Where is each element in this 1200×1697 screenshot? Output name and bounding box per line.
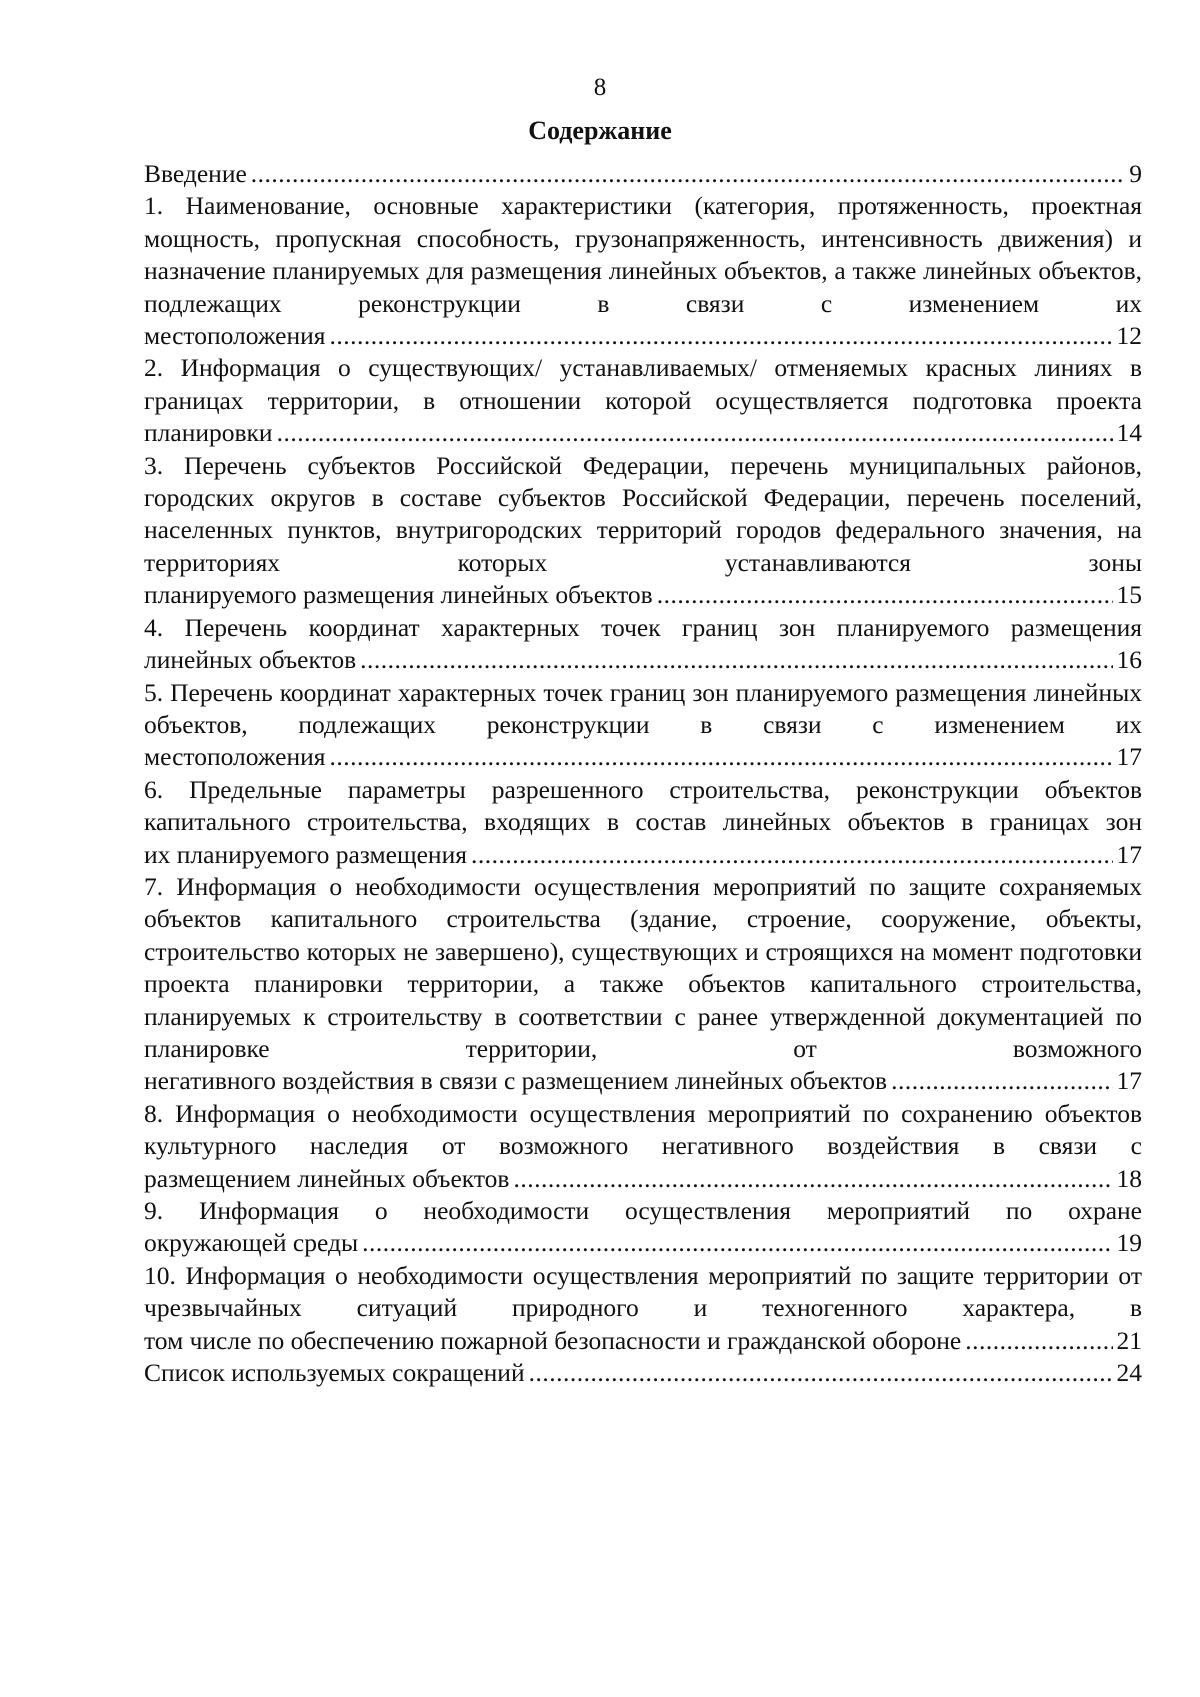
toc-entry-text-end: окружающей среды bbox=[144, 1228, 359, 1258]
toc-entry-text-end: местоположения bbox=[144, 742, 326, 772]
toc-entry-text: 4. Перечень координат характерных точек границ зон планируемого размещения bbox=[144, 612, 1142, 642]
toc-entry-4[interactable] bbox=[144, 612, 1142, 677]
toc-entry-text-end: местоположения bbox=[144, 321, 326, 351]
toc-entry-text-end: негативного воздействия в связи с размещением линейных объектов bbox=[144, 1066, 888, 1096]
toc-entry-3[interactable] bbox=[144, 450, 1142, 612]
toc-entry-text: 5. Перечень координат характерных точек границ зон планируемого размещения линейных объектов, подлежащих реконструкции в связи с изменением их bbox=[144, 677, 1142, 739]
toc-entry-line bbox=[144, 1325, 1142, 1357]
toc-entry-10[interactable] bbox=[144, 1260, 1142, 1357]
dot-leader bbox=[471, 839, 1113, 871]
toc-entry-text: 9. Информация о необходимости осуществления мероприятий по охране bbox=[144, 1196, 1142, 1225]
toc-entry-text: Список используемых сокращений bbox=[144, 1358, 525, 1388]
toc-page-ref: 15 bbox=[1116, 580, 1142, 610]
toc-entry-text-end: их планируемого размещения bbox=[144, 839, 467, 869]
toc-entry-1[interactable] bbox=[144, 190, 1142, 352]
toc-entry-line bbox=[144, 320, 1142, 352]
toc-entry-line bbox=[144, 417, 1142, 449]
dot-leader bbox=[330, 320, 1113, 352]
table-of-contents bbox=[144, 158, 1142, 1389]
dot-leader bbox=[657, 579, 1113, 611]
dot-leader bbox=[330, 741, 1113, 773]
toc-entry-line bbox=[144, 1357, 1142, 1389]
toc-entry-text-end: планировки bbox=[144, 418, 273, 448]
toc-entry-line bbox=[144, 579, 1142, 611]
toc-entry-abbreviations[interactable] bbox=[144, 1357, 1142, 1389]
toc-entry-text: Введение bbox=[144, 159, 247, 188]
toc-entry-line bbox=[144, 1227, 1142, 1259]
toc-entry-5[interactable] bbox=[144, 677, 1142, 774]
toc-entry-9[interactable] bbox=[144, 1195, 1142, 1260]
toc-entry-6[interactable] bbox=[144, 774, 1142, 871]
dot-leader bbox=[513, 1163, 1112, 1195]
dot-leader bbox=[251, 158, 1125, 190]
toc-entry-2[interactable] bbox=[144, 352, 1142, 449]
toc-entry-line bbox=[144, 741, 1142, 773]
page-number: 8 bbox=[593, 74, 607, 101]
toc-page-ref: 17 bbox=[1116, 1066, 1142, 1096]
dot-leader bbox=[360, 644, 1112, 676]
toc-entry-text-end: линейных объектов bbox=[144, 645, 357, 675]
toc-entry-text: 1. Наименование, основные характеристики (категория, протяженность, проектная мощность, пропускная способность, грузонапряженность, интенсивность движения) и назначение планируемых для размещения линейных объектов, а также линейных объектов, подлежащих реконструкции в связи с изменением их bbox=[144, 191, 1142, 318]
dot-leader bbox=[965, 1325, 1112, 1357]
dot-leader bbox=[277, 417, 1113, 449]
toc-page-ref: 16 bbox=[1116, 645, 1142, 675]
toc-page-ref: 17 bbox=[1116, 742, 1142, 772]
toc-entry-line bbox=[144, 644, 1142, 676]
toc-page-ref: 12 bbox=[1116, 321, 1142, 351]
toc-entry-intro[interactable] bbox=[144, 158, 1142, 190]
toc-entry-line bbox=[144, 839, 1142, 871]
toc-page-ref: 9 bbox=[1129, 159, 1142, 188]
toc-entry-text-end: том числе по обеспечению пожарной безопасности и гражданской обороне bbox=[144, 1325, 962, 1355]
toc-entry-text: 8. Информация о необходимости осуществления мероприятий по сохранению объектов культурного наследия от возможного негативного воздействия в связи с bbox=[144, 1098, 1142, 1161]
toc-entry-text: 3. Перечень субъектов Российской Федерации, перечень муниципальных районов, городских округов в составе субъектов Российской Федерации, перечень поселений, населенных пунктов, внутригородских территорий городов федерального значения, на территориях которых устанавливаются зоны bbox=[144, 450, 1142, 577]
dot-leader bbox=[891, 1065, 1112, 1097]
toc-entry-text: 2. Информация о существующих/ устанавливаемых/ отменяемых красных линиях в границах территории, в отношении которой осуществляется подготовка проекта bbox=[144, 353, 1142, 415]
toc-entry-text-end: планируемого размещения линейных объектов bbox=[144, 580, 653, 610]
dot-leader bbox=[529, 1357, 1113, 1389]
toc-entry-7[interactable] bbox=[144, 871, 1142, 1098]
toc-title: Содержание bbox=[528, 116, 672, 145]
toc-entry-text: 6. Предельные параметры разрешенного строительства, реконструкции объектов капитального строительства, входящих в состав линейных объектов в границах зон bbox=[144, 774, 1142, 837]
toc-entry-line bbox=[144, 1163, 1142, 1195]
toc-entry-text: 7. Информация о необходимости осуществления мероприятий по защите сохраняемых объектов капитального строительства (здание, строение, сооружение, объекты, строительство которых не завершено), существующих и строящихся на момент подготовки проекта планировки территории, а также объектов капитального строительства, планируемых к строительству в соответствии с ранее утвержденной документацией по планировке территории, от возможного bbox=[144, 871, 1142, 1063]
toc-entry-line bbox=[144, 1065, 1142, 1097]
toc-entry-8[interactable] bbox=[144, 1098, 1142, 1195]
toc-entry-text-end: размещением линейных объектов bbox=[144, 1163, 510, 1193]
toc-entry-text: 10. Информация о необходимости осуществления мероприятий по защите территории от чрезвычайных ситуаций природного и техногенного характера, в bbox=[144, 1260, 1142, 1323]
toc-entry-line bbox=[144, 158, 1142, 190]
toc-page-ref: 17 bbox=[1116, 839, 1142, 869]
toc-page-ref: 18 bbox=[1116, 1163, 1142, 1193]
dot-leader bbox=[362, 1227, 1112, 1259]
toc-page-ref: 21 bbox=[1116, 1325, 1142, 1355]
toc-page-ref: 24 bbox=[1116, 1358, 1142, 1388]
toc-page-ref: 14 bbox=[1116, 418, 1142, 448]
toc-page-ref: 19 bbox=[1116, 1228, 1142, 1258]
